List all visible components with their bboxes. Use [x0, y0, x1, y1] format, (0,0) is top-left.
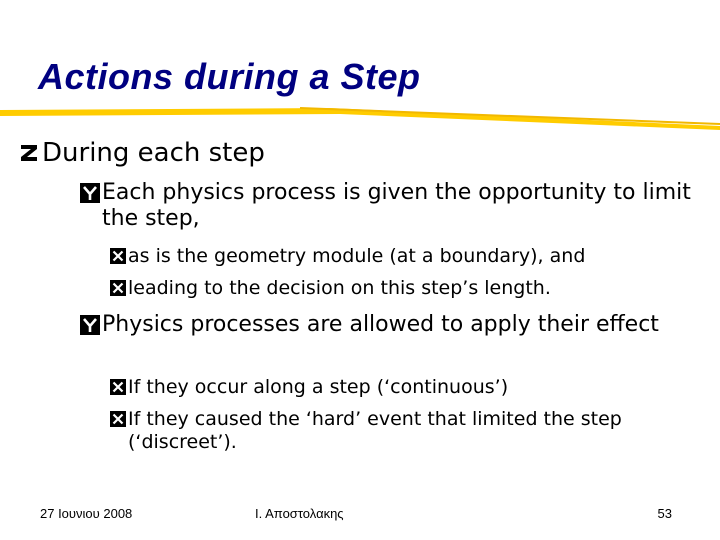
y-bullet-icon — [80, 315, 100, 335]
x-bullet-icon — [110, 411, 126, 427]
footer-author: Ι. Αποστολακης — [255, 506, 344, 521]
bullet-geometry-module — [110, 245, 690, 268]
bullet-step-length — [110, 277, 690, 300]
bullet-limit-step — [80, 180, 700, 232]
y-bullet-icon — [80, 183, 100, 203]
bullet-continuous — [110, 376, 690, 399]
bullet-text: During each step — [42, 138, 265, 168]
bullet-discreet — [110, 408, 690, 454]
footer-date: 27 Ιουνιου 2008 — [40, 506, 133, 521]
bullet-text: If they caused the ‘hard’ event that limited the step (‘discreet’). — [128, 408, 622, 453]
x-bullet-icon — [110, 248, 126, 264]
bullet-text: If they occur along a step (‘continuous’) — [128, 376, 509, 398]
bullet-text: as is the geometry module (at a boundary), and — [128, 245, 586, 267]
bullet-during-each-step — [18, 138, 708, 168]
slide-title: Actions during a Step — [38, 56, 421, 97]
x-bullet-icon — [110, 280, 126, 296]
bullet-text: leading to the decision on this step’s length. — [128, 277, 551, 299]
bullet-apply-effect — [80, 312, 700, 338]
title-underline-brushstroke — [0, 100, 720, 140]
bullet-text: Physics processes are allowed to apply their effect — [102, 312, 659, 337]
page-number: 53 — [657, 506, 672, 521]
z-bullet-icon — [18, 142, 40, 164]
x-bullet-icon — [110, 379, 126, 395]
bullet-text: Each physics process is given the opportunity to limit the step, — [102, 180, 691, 231]
